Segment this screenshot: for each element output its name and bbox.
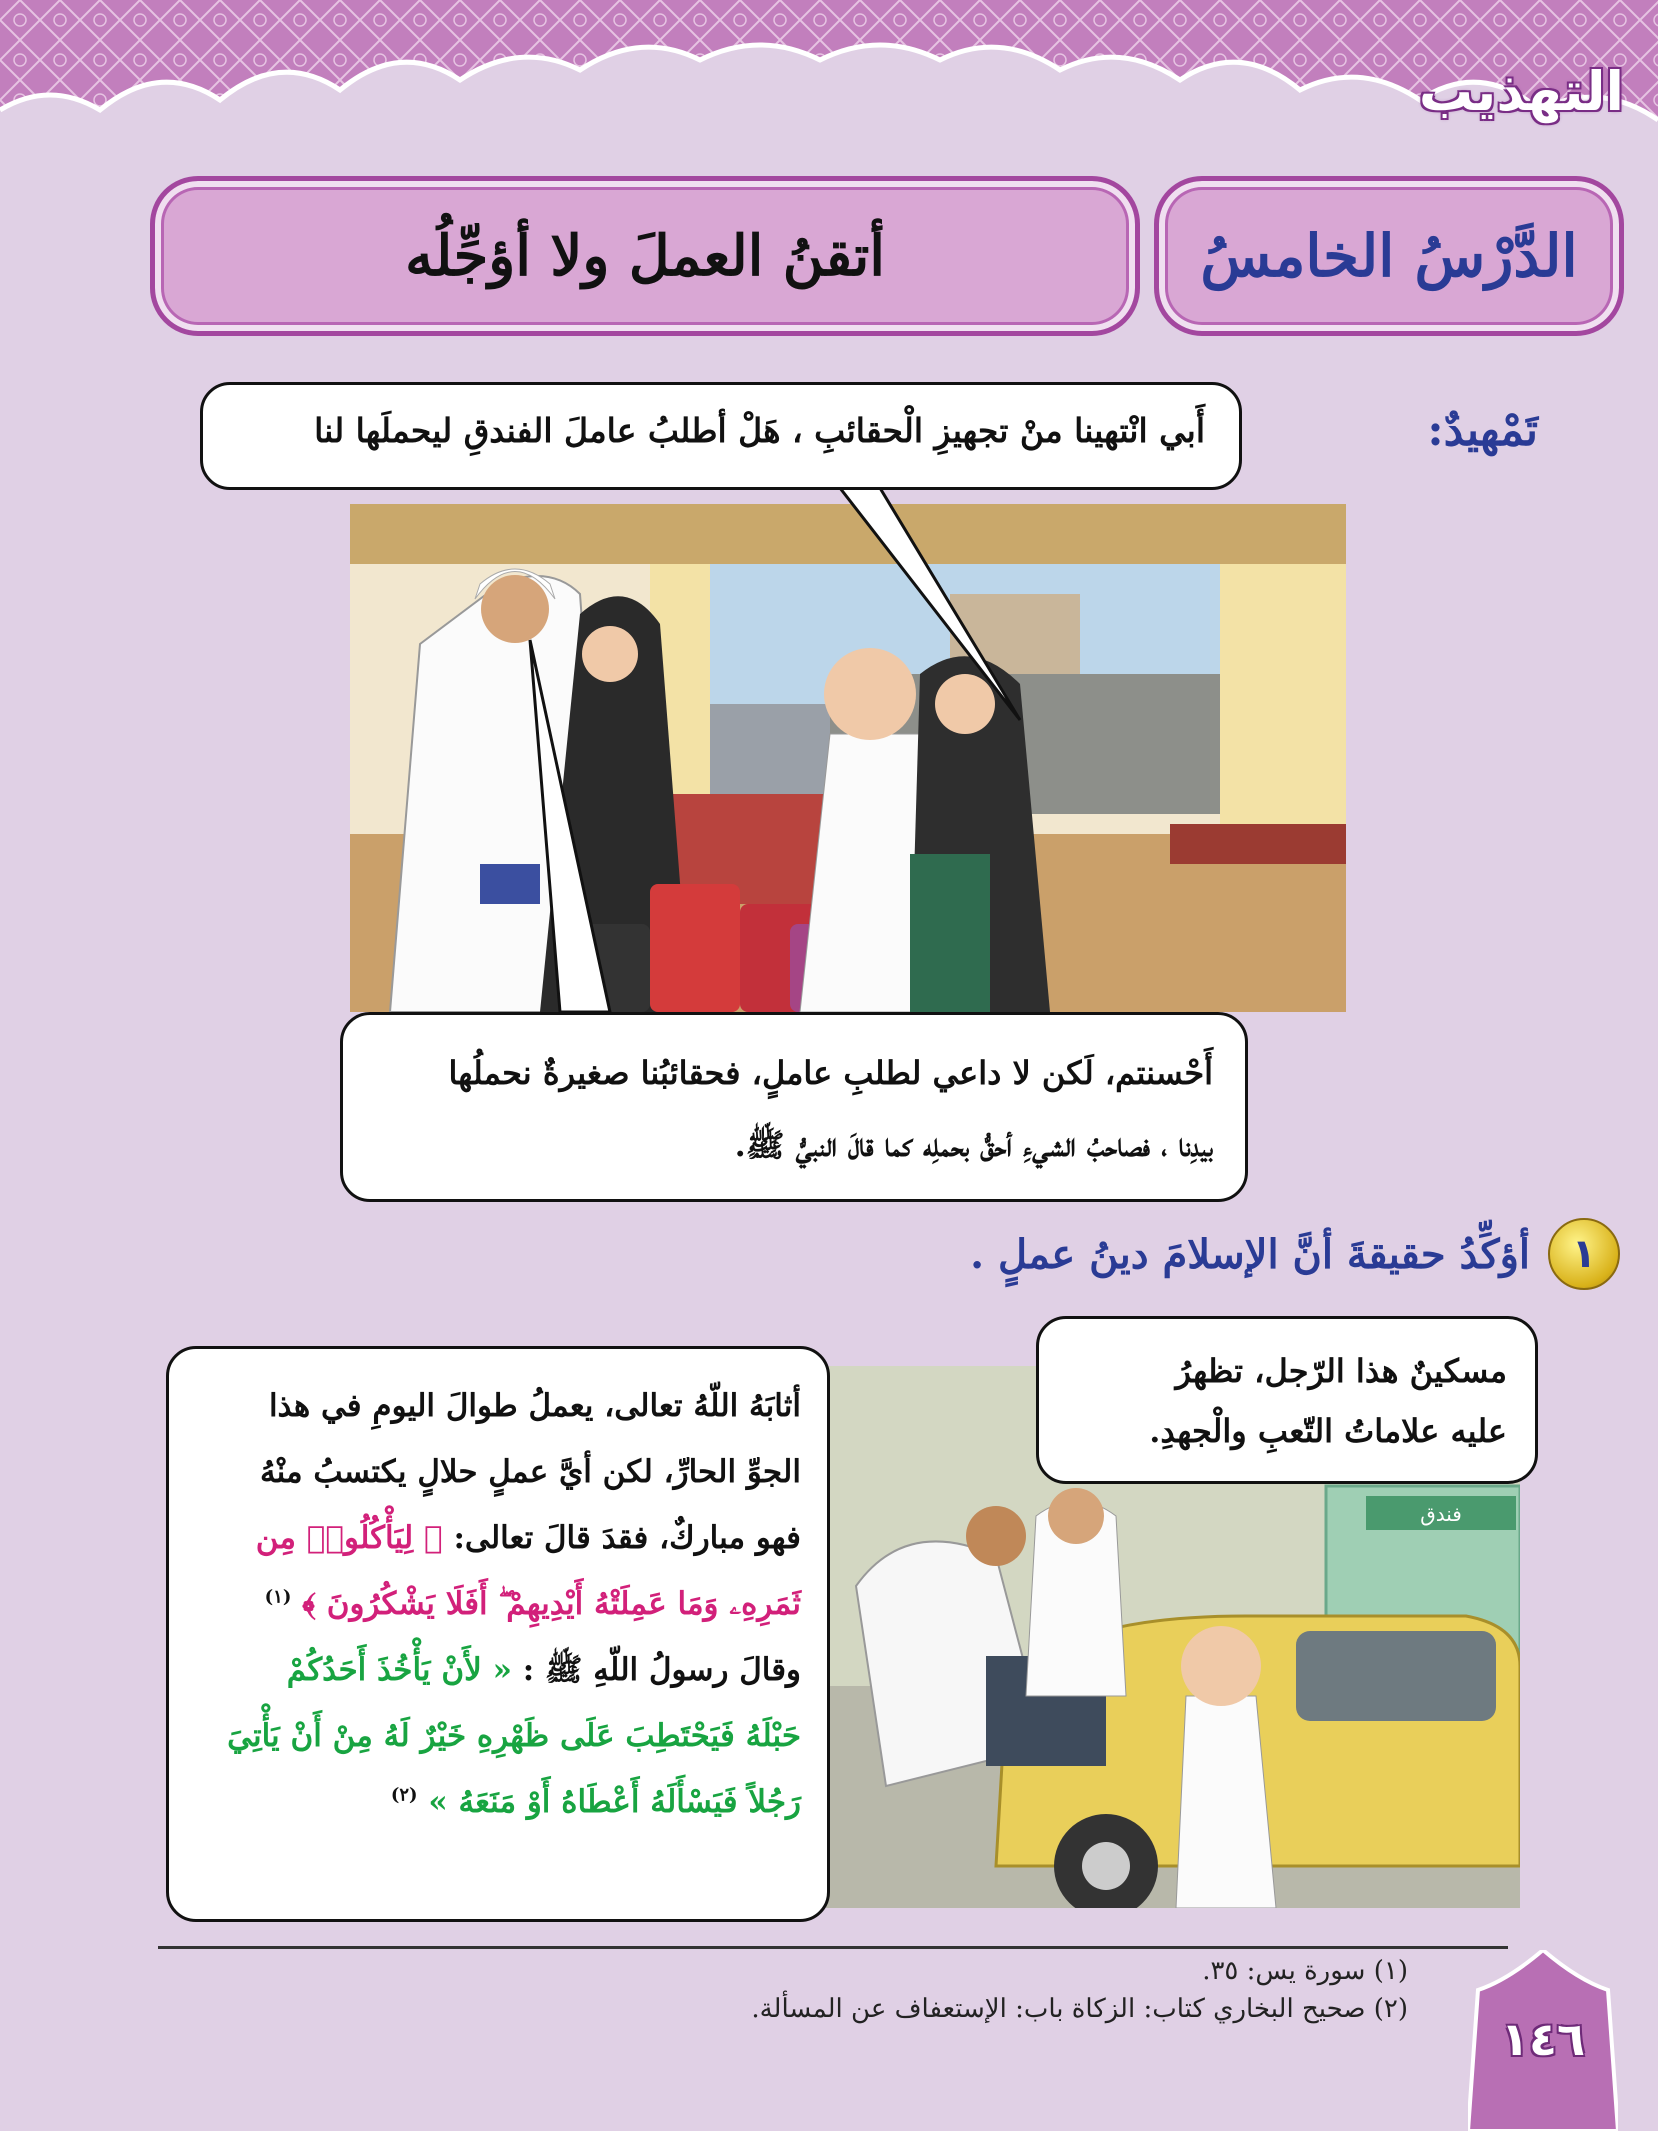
father-reply-line: أَحْسنتم، لَكن لا داعي لطلبِ عاملٍ، فحقائبُنا صغيرةٌ نحملُها bbox=[448, 1054, 1213, 1092]
explanation-line bbox=[195, 1637, 801, 1703]
footnotes bbox=[751, 1952, 1408, 2028]
section-number-badge: ١ bbox=[1548, 1218, 1620, 1290]
father-speech-bubble bbox=[340, 1012, 1248, 1202]
explanation-line bbox=[195, 1571, 801, 1637]
child-question-text: أَبي انْتهينا منْ تجهيزِ الْحقائبِ ، هَلْ أطلبُ عاملَ الفندقِ ليحملَها لنا bbox=[314, 411, 1205, 450]
quran-verse: ﴿ لِيَأْكُلُوا۟ مِن bbox=[255, 1520, 443, 1556]
father-reply-line: بيدِنا ، فصاحبُ الشيءِ أحقُّ بحملِه كما قالَ النبيُّ ﷺ. bbox=[734, 1126, 1213, 1164]
intro-label: تَمْهيدٌ: bbox=[1427, 405, 1538, 456]
explanation-line bbox=[195, 1769, 801, 1835]
quran-verse: ثَمَرِهِۦ وَمَا عَمِلَتْهُ أَيْدِيهِمْ ۖ أَفَلَا يَشْكُرُونَ ﴾ bbox=[302, 1586, 801, 1622]
explanation-text: وقالَ رسولُ اللّهِ ﷺ : bbox=[522, 1652, 801, 1688]
section-heading-text: أؤكِّدُ حقيقةَ أنَّ الإسلامَ دينُ عملٍ . bbox=[970, 1230, 1530, 1278]
hotel-sign-text: فندق bbox=[1420, 1502, 1462, 1526]
footnote-divider bbox=[158, 1946, 1508, 1949]
section-heading bbox=[970, 1218, 1620, 1290]
father-explanation-bubble bbox=[166, 1346, 830, 1922]
footnote-ref: (١) bbox=[264, 1586, 292, 1608]
footnote-2: (٢) صحيح البخاري كتاب: الزكاة باب: الإستعفاف عن المسألة. bbox=[751, 1994, 1408, 2024]
hadith-text: رَجُلاً فَيَسْأَلَهُ أَعْطَاهُ أَوْ مَنَعَهُ » bbox=[428, 1784, 801, 1820]
page-number-badge bbox=[1468, 1950, 1618, 2131]
explanation-text: فهو مباركٌ، فقدَ قالَ تعالى: bbox=[453, 1520, 801, 1556]
page-number: ١٤٦ bbox=[1500, 2012, 1586, 2066]
explanation-line bbox=[195, 1505, 801, 1571]
hadith-text: « لأَنْ يَأْخُذَ أَحَدُكُمْ bbox=[286, 1652, 512, 1688]
footnote-1: (١) سورة يس: ٣٥. bbox=[1202, 1956, 1408, 1986]
explanation-line: الجوِّ الحارِّ، لكن أيَّ عملٍ حلالٍ يكتسبُ منْهُ bbox=[259, 1454, 801, 1490]
lesson-title: أتقنُ العملَ ولا أؤجِّلُه bbox=[405, 223, 885, 289]
boy-speech-line: عليه علاماتُ التّعبِ والْجهدِ. bbox=[1149, 1412, 1507, 1450]
child-speech-bubble bbox=[200, 382, 1242, 490]
boy-speech-bubble bbox=[1036, 1316, 1538, 1484]
boy-speech-line: مسكينٌ هذا الرّجل، تظهرُ bbox=[1175, 1352, 1507, 1390]
explanation-line: أثابَهُ اللّهُ تعالى، يعملُ طوالَ اليومِ في هذا bbox=[268, 1388, 801, 1424]
hadith-line: حَبْلَهُ فَيَحْتَطِبَ عَلَى ظَهْرِهِ خَيْرٌ لَهُ مِنْ أَنْ يَأْتِيَ bbox=[227, 1718, 801, 1754]
subject-title: التهذيب bbox=[1418, 60, 1624, 123]
lesson-number: الدَّرْسُ الخامسُ bbox=[1200, 222, 1578, 290]
footnote-ref: (٢) bbox=[390, 1784, 418, 1806]
